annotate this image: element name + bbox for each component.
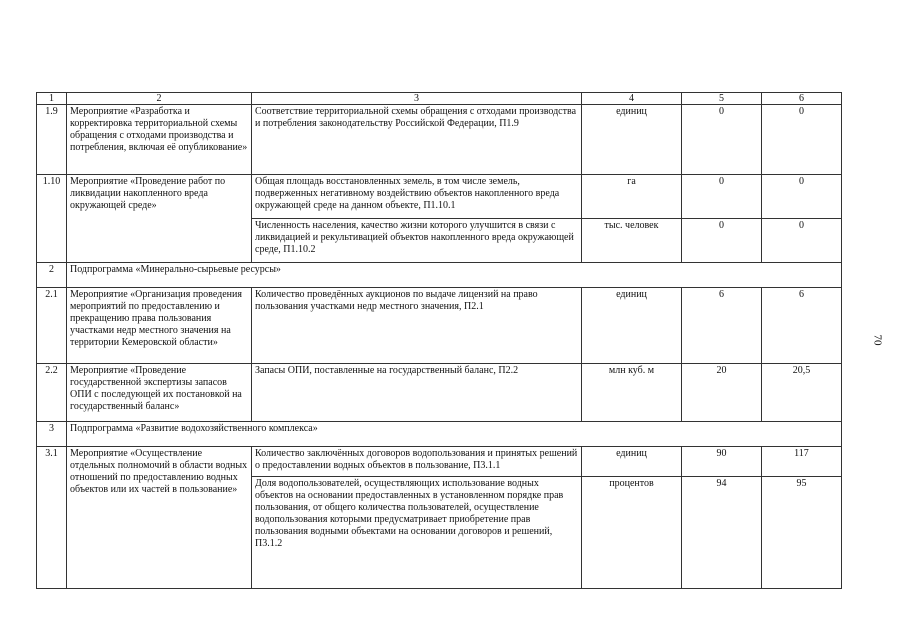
section-number: 2: [37, 263, 67, 288]
section-number: 3: [37, 422, 67, 447]
row-number: 2.1: [37, 288, 67, 364]
col-number: 3: [252, 93, 582, 105]
unit-cell: процентов: [582, 477, 682, 589]
col-number: 1: [37, 93, 67, 105]
column-numbers-row: [37, 93, 842, 105]
value-col6: 0: [762, 175, 842, 219]
unit-cell: млн куб. м: [582, 364, 682, 422]
value-col5: 90: [682, 447, 762, 477]
unit-cell: тыс. человек: [582, 219, 682, 263]
value-col5: 0: [682, 219, 762, 263]
unit-cell: единиц: [582, 105, 682, 175]
event-cell: Мероприятие «Проведение работ по ликвидации накопленного вреда окружающей среде»: [67, 175, 252, 263]
indicator-cell: Запасы ОПИ, поставленные на государственный баланс, П2.2: [252, 364, 582, 422]
indicator-cell: Общая площадь восстановленных земель, в том числе земель, подверженных негативному воздействию объектов накопленного вреда окружающей среде на данном объекте, П1.10.1: [252, 175, 582, 219]
table-row: [37, 105, 842, 175]
subprogram-title: Подпрограмма «Минерально-сырьевые ресурсы»: [67, 263, 842, 288]
row-number: 1.9: [37, 105, 67, 175]
unit-cell: га: [582, 175, 682, 219]
indicator-cell: Количество заключённых договоров водопользования и принятых решений о предоставлении водных объектов в пользование, П3.1.1: [252, 447, 582, 477]
col-number: 2: [67, 93, 252, 105]
value-col5: 0: [682, 175, 762, 219]
subprogram-row: [37, 422, 842, 447]
indicator-cell: Численность населения, качество жизни которого улучшится в связи с ликвидацией и рекультивацией объектов накопленного вреда окружающей среде, П1.10.2: [252, 219, 582, 263]
value-col6: 20,5: [762, 364, 842, 422]
value-col6: 95: [762, 477, 842, 589]
value-col5: 0: [682, 105, 762, 175]
page-number: 70: [871, 334, 884, 346]
value-col5: 20: [682, 364, 762, 422]
row-number: 1.10: [37, 175, 67, 263]
row-number: 2.2: [37, 364, 67, 422]
indicator-cell: Количество проведённых аукционов по выдаче лицензий на право пользования участками недр местного значения, П2.1: [252, 288, 582, 364]
col-number: 4: [582, 93, 682, 105]
event-cell: Мероприятие «Разработка и корректировка территориальной схемы обращения с отходами производства и потребления, включая её опубликование»: [67, 105, 252, 175]
value-col5: 94: [682, 477, 762, 589]
indicator-cell: Соответствие территориальной схемы обращения с отходами производства и потребления законодательству Российской Федерации, П1.9: [252, 105, 582, 175]
event-cell: Мероприятие «Осуществление отдельных полномочий в области водных отношений по предоставлению водных объектов или их частей в пользование»: [67, 447, 252, 589]
indicators-table: [36, 92, 842, 589]
table-row: [37, 288, 842, 364]
col-number: 6: [762, 93, 842, 105]
value-col6: 117: [762, 447, 842, 477]
value-col6: 0: [762, 105, 842, 175]
table-row: [37, 364, 842, 422]
event-cell: Мероприятие «Проведение государственной экспертизы запасов ОПИ с последующей их постановкой на государственный баланс»: [67, 364, 252, 422]
subprogram-title: Подпрограмма «Развитие водохозяйственного комплекса»: [67, 422, 842, 447]
indicator-cell: Доля водопользователей, осуществляющих использование водных объектов на основании предоставленных в установленном порядке прав пользования, от общего количества пользователей, осуществление водопользования которыми предусматривает приобретение прав пользования водными объектами на основании договоров и решений, П3.1.2: [252, 477, 582, 589]
value-col6: 6: [762, 288, 842, 364]
col-number: 5: [682, 93, 762, 105]
unit-cell: единиц: [582, 288, 682, 364]
table-row: [37, 447, 842, 477]
table-row: [37, 175, 842, 219]
value-col6: 0: [762, 219, 842, 263]
row-number: 3.1: [37, 447, 67, 589]
value-col5: 6: [682, 288, 762, 364]
unit-cell: единиц: [582, 447, 682, 477]
subprogram-row: [37, 263, 842, 288]
event-cell: Мероприятие «Организация проведения мероприятий по предоставлению и прекращению права пользования участками недр местного значения на территории Кемеровской области»: [67, 288, 252, 364]
